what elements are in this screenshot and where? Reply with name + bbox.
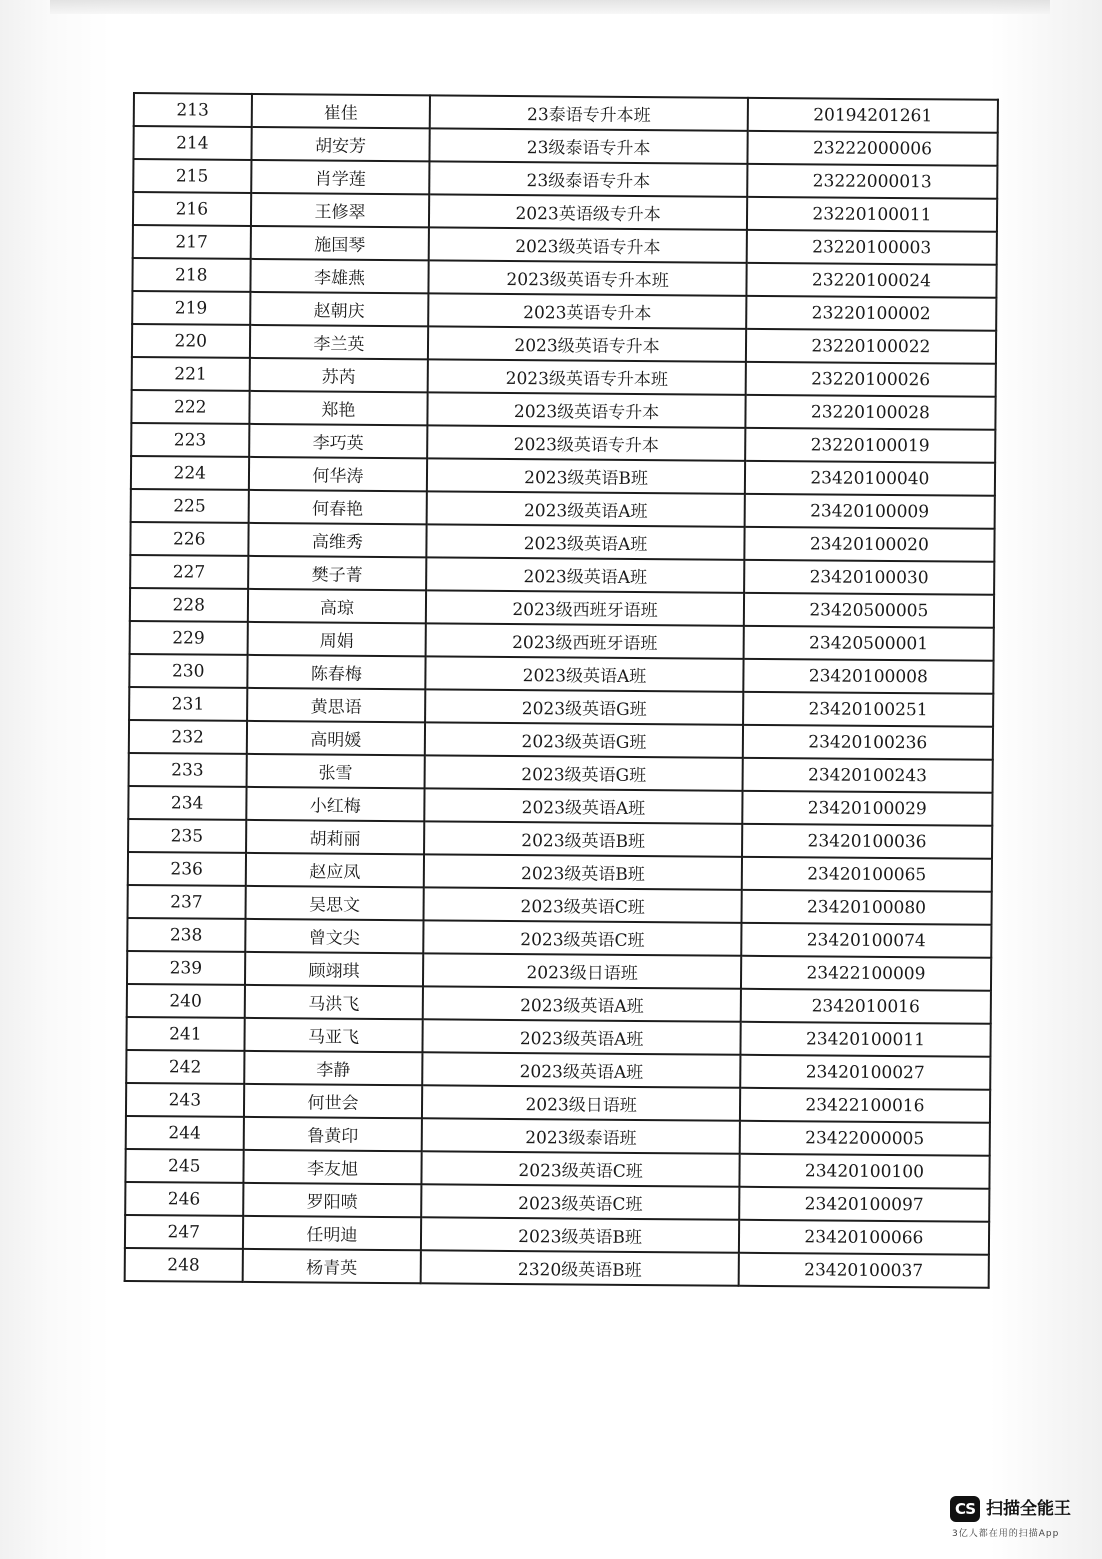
row-number-cell: 221 [132,357,250,391]
student-id-cell: 23420500005 [744,593,994,628]
row-number-cell: 245 [125,1149,243,1183]
class-name-cell: 2023级英语C班 [422,1151,740,1186]
class-name-cell: 2023英语级专升本 [429,194,747,229]
student-id-cell: 23420500001 [743,626,993,661]
row-number-cell: 226 [130,522,248,556]
student-name-cell: 鲁黄印 [243,1117,422,1151]
student-name-cell: 赵应凤 [245,853,424,887]
student-name-cell: 罗阳喷 [243,1183,422,1217]
student-name-cell: 樊子菁 [248,556,427,590]
row-number-cell: 213 [134,93,252,127]
student-name-cell: 郑艳 [249,391,428,425]
student-id-cell: 23420100027 [740,1055,990,1090]
student-name-cell: 曾文尖 [245,919,424,953]
student-roster-table [124,92,999,1289]
student-id-cell: 23420100009 [744,494,994,529]
student-name-cell: 高明媛 [246,721,425,755]
student-id-cell: 23422000005 [739,1121,989,1156]
student-id-cell: 23420100080 [741,890,991,925]
student-name-cell: 周娟 [247,622,426,656]
student-name-cell: 胡莉丽 [246,820,425,854]
row-number-cell: 244 [126,1116,244,1150]
row-number-cell: 220 [132,324,250,358]
row-number-cell: 229 [130,621,248,655]
student-id-cell: 23222000006 [747,131,997,166]
row-number-cell: 248 [125,1248,243,1282]
student-name-cell: 马洪飞 [244,985,423,1019]
student-name-cell: 李静 [244,1051,423,1085]
student-name-cell: 小红梅 [246,787,425,821]
row-number-cell: 247 [125,1215,243,1249]
row-number-cell: 238 [127,918,245,952]
student-id-cell: 23422100009 [741,956,991,991]
roster-body [125,93,998,1288]
class-name-cell: 2023级英语G班 [425,755,743,790]
class-name-cell: 2023级英语C班 [422,1184,740,1219]
row-number-cell: 215 [133,159,251,193]
student-name-cell: 赵朝庆 [250,292,429,326]
row-number-cell: 242 [126,1050,244,1084]
student-name-cell: 王修翠 [250,193,429,227]
class-name-cell: 2023级英语G班 [425,722,743,757]
student-name-cell: 陈春梅 [247,655,426,689]
student-id-cell: 23420100066 [739,1220,989,1255]
student-id-cell: 23420100037 [738,1253,988,1288]
student-name-cell: 高维秀 [248,523,427,557]
student-id-cell: 23420100008 [743,659,993,694]
class-name-cell: 2320级英语B班 [421,1250,739,1285]
student-id-cell: 23420100097 [739,1187,989,1222]
student-name-cell: 任明迪 [242,1216,421,1250]
class-name-cell: 2023级日语班 [423,953,741,988]
class-name-cell: 2023级英语专升本 [427,425,745,460]
student-id-cell: 23422100016 [740,1088,990,1123]
class-name-cell: 2023级英语专升本 [428,326,746,361]
student-id-cell: 23220100011 [747,197,997,232]
row-number-cell: 216 [133,192,251,226]
class-name-cell: 2023级英语C班 [424,887,742,922]
student-id-cell: 23220100028 [745,395,995,430]
student-name-cell: 施国琴 [250,226,429,260]
student-name-cell: 崔佳 [251,94,430,128]
class-name-cell: 2023级英语A班 [426,656,744,691]
student-id-cell: 23222000013 [747,164,997,199]
student-name-cell: 马亚飞 [244,1018,423,1052]
class-name-cell: 2023级英语B班 [427,458,745,493]
class-name-cell: 2023级英语A班 [423,1052,741,1087]
student-id-cell: 23420100074 [741,923,991,958]
student-name-cell: 李雄燕 [250,259,429,293]
class-name-cell: 2023级英语C班 [424,920,742,955]
class-name-cell: 2023级英语A班 [427,491,745,526]
row-number-cell: 231 [129,687,247,721]
row-number-cell: 217 [133,225,251,259]
student-name-cell: 胡安芳 [251,127,430,161]
student-id-cell: 20194201261 [748,98,998,133]
student-id-cell: 2342010016 [741,989,991,1024]
row-number-cell: 243 [126,1083,244,1117]
student-id-cell: 23420100011 [740,1022,990,1057]
class-name-cell: 2023级英语专升本班 [429,260,747,295]
student-id-cell: 23220100024 [746,263,996,298]
class-name-cell: 2023级英语A班 [427,524,745,559]
row-number-cell: 239 [127,951,245,985]
class-name-cell: 2023级英语A班 [425,788,743,823]
student-id-cell: 23420100040 [745,461,995,496]
row-number-cell: 224 [131,456,249,490]
row-number-cell: 246 [125,1182,243,1216]
class-name-cell: 2023英语专升本 [429,293,747,328]
class-name-cell: 2023级英语B班 [421,1217,739,1252]
class-name-cell: 2023级英语B班 [424,854,742,889]
row-number-cell: 219 [132,291,250,325]
class-name-cell: 2023级英语A班 [423,1019,741,1054]
student-name-cell: 李巧英 [249,424,428,458]
class-name-cell: 2023级英语B班 [424,821,742,856]
watermark-slogan: 3亿人都在用的扫描App [952,1529,1060,1539]
watermark-app-name: 扫描全能王 [986,1499,1071,1519]
row-number-cell: 214 [133,126,251,160]
class-name-cell: 2023级英语G班 [425,689,743,724]
student-name-cell: 吴思文 [245,886,424,920]
row-number-cell: 235 [128,819,246,853]
class-name-cell: 23级泰语专升本 [430,161,748,196]
class-name-cell: 2023级英语专升本 [429,227,747,262]
student-id-cell: 23220100026 [745,362,995,397]
scan-edge-shadow [50,0,1050,14]
class-name-cell: 2023级日语班 [422,1085,740,1120]
row-number-cell: 233 [129,753,247,787]
row-number-cell: 241 [126,1017,244,1051]
student-name-cell: 何世会 [243,1084,422,1118]
student-id-cell: 23220100022 [746,329,996,364]
class-name-cell: 23级泰语专升本 [430,128,748,163]
student-id-cell: 23420100036 [742,824,992,859]
student-name-cell: 苏芮 [249,358,428,392]
class-name-cell: 2023级英语A班 [423,986,741,1021]
student-name-cell: 高琼 [247,589,426,623]
student-name-cell: 杨青英 [242,1249,421,1283]
student-id-cell: 23420100243 [742,758,992,793]
student-name-cell: 顾翊琪 [245,952,424,986]
student-id-cell: 23420100020 [744,527,994,562]
table-row [125,1248,989,1288]
row-number-cell: 223 [131,423,249,457]
row-number-cell: 228 [130,588,248,622]
class-name-cell: 2023级英语专升本 [428,392,746,427]
student-name-cell: 李兰英 [249,325,428,359]
student-name-cell: 何春艳 [248,490,427,524]
student-id-cell: 23420100030 [744,560,994,595]
class-name-cell: 2023级西班牙语班 [426,590,744,625]
row-number-cell: 227 [130,555,248,589]
student-name-cell: 张雪 [246,754,425,788]
row-number-cell: 230 [129,654,247,688]
student-id-cell: 23420100236 [743,725,993,760]
row-number-cell: 218 [132,258,250,292]
student-name-cell: 何华涛 [248,457,427,491]
row-number-cell: 225 [131,489,249,523]
row-number-cell: 236 [128,852,246,886]
student-id-cell: 23420100065 [742,857,992,892]
class-name-cell: 2023级西班牙语班 [426,623,744,658]
row-number-cell: 234 [128,786,246,820]
student-id-cell: 23420100100 [739,1154,989,1189]
class-name-cell: 23泰语专升本班 [430,95,748,130]
camscanner-logo-icon: CS [950,1496,980,1522]
row-number-cell: 222 [131,390,249,424]
student-id-cell: 23220100003 [746,230,996,265]
row-number-cell: 232 [129,720,247,754]
student-id-cell: 23220100002 [746,296,996,331]
student-id-cell: 23220100019 [745,428,995,463]
class-name-cell: 2023级英语A班 [426,557,744,592]
camscanner-watermark [950,1496,1090,1548]
row-number-cell: 237 [128,885,246,919]
row-number-cell: 240 [127,984,245,1018]
student-name-cell: 黄思语 [247,688,426,722]
student-name-cell: 李友旭 [243,1150,422,1184]
class-name-cell: 2023级泰语班 [422,1118,740,1153]
student-id-cell: 23420100251 [743,692,993,727]
student-id-cell: 23420100029 [742,791,992,826]
class-name-cell: 2023级英语专升本班 [428,359,746,394]
student-name-cell: 肖学莲 [251,160,430,194]
